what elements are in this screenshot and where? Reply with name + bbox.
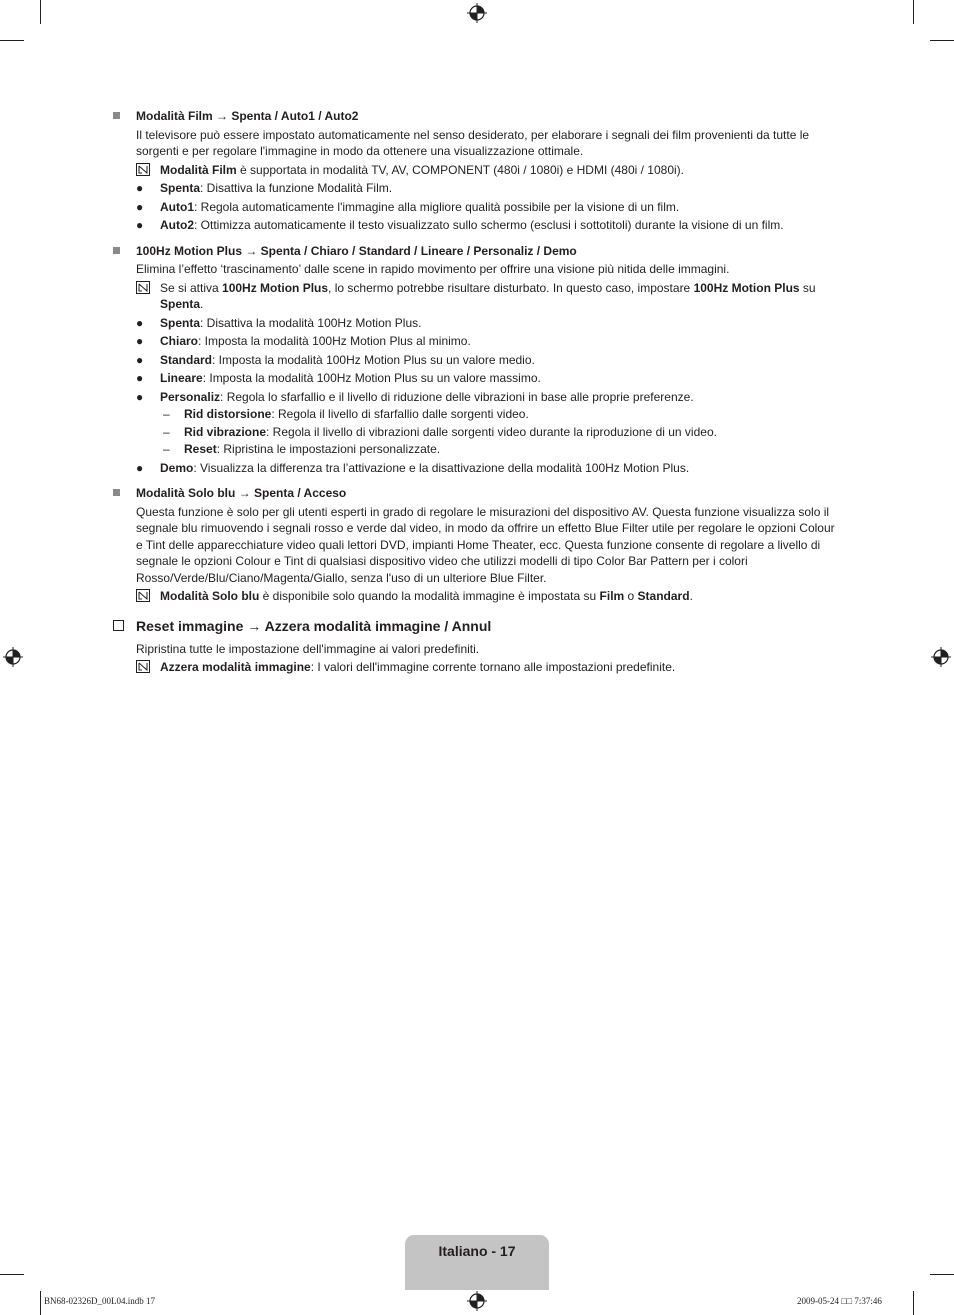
note: Se si attiva 100Hz Motion Plus, lo schermo potrebbe risultare disturbato. In questo caso, impostare 100Hz Motion Plus su Spenta. [136, 280, 838, 313]
section-description: Ripristina tutte le impostazione dell'immagine ai valori predefiniti. [136, 641, 480, 656]
crop-mark [930, 1274, 954, 1275]
section-title: Modalità Solo blu → Spenta / Acceso [136, 486, 347, 500]
print-slug-timestamp: 2009-05-24 □□ 7:37:46 [797, 1296, 882, 1306]
dash-icon: – [163, 442, 170, 456]
registration-mark-icon [931, 647, 951, 667]
crop-mark [0, 40, 24, 41]
section-description: Questa funzione è solo per gli utenti esperti in grado di regolare le misurazioni del dispositivo AV. Questa funzione visualizza solo il segnale blu rimuovendo i segnali rosso e verde dal video, in modo da offrire un effetto Blue Filter utile per regolare le opzioni Colour e Tint delle apparecchiature video quali lettori DVD, impianti Home Theater, ecc. Questa funzione consente di regolare a livello di segnale le opzioni Colour e Tint di qualsiasi dispositivo video che utilizzi modelli di tipo Color Bar Pattern per i colori Rosso/Verde/Blu/Ciano/Magenta/Giallo, senza l'uso di un ulteriore Blue Filter. [136, 504, 835, 585]
manual-content [113, 108, 838, 676]
sub-list-item: – Reset: Ripristina le impostazioni personalizzate. [163, 442, 441, 456]
list-item: ● Spenta: Disattiva la modalità 100Hz Motion Plus. [136, 315, 422, 330]
section-title: Reset immagine → Azzera modalità immagine / Annul [136, 617, 492, 634]
note-icon [136, 281, 151, 295]
section-reset-immagine [113, 617, 838, 676]
section-title: 100Hz Motion Plus → Spenta / Chiaro / Standard / Lineare / Personaliz / Demo [136, 243, 577, 258]
list-item: ● Spenta: Disattiva la funzione Modalità Film. [136, 181, 393, 195]
square-bullet-icon [113, 247, 120, 254]
bullet-icon: ● [136, 218, 144, 232]
square-bullet-icon [113, 489, 120, 496]
dash-icon: – [163, 407, 170, 421]
note-icon [136, 589, 151, 603]
print-slug-file: BN68-02326D_00L04.indb 17 [44, 1296, 155, 1306]
registration-mark-icon [467, 3, 487, 23]
section-100hz-motion-plus [113, 243, 838, 477]
bullet-icon: ● [136, 181, 144, 195]
square-bullet-icon [113, 112, 120, 119]
page-number: Italiano - 17 [438, 1243, 516, 1259]
list-item: ● Chiaro: Imposta la modalità 100Hz Motion Plus al minimo. [136, 334, 471, 348]
note: Modalità Film è supportata in modalità TV, AV, COMPONENT (480i / 1080i) e HDMI (480i / 1080i). [136, 162, 838, 179]
list-item: ● Personaliz: Regola lo sfarfallio e il livello di riduzione delle vibrazioni in base alle proprie preferenze. [136, 389, 694, 404]
bullet-icon: ● [136, 371, 144, 385]
page-number-tab [405, 1235, 549, 1290]
sub-list-item: – Rid vibrazione: Regola il livello di vibrazioni dalle sorgenti video durante la riproduzione di un video. [163, 424, 717, 439]
registration-mark-icon [3, 647, 23, 667]
crop-mark [40, 0, 41, 24]
section-title: Modalità Film → Spenta / Auto1 / Auto2 [136, 109, 359, 123]
bullet-icon: ● [136, 334, 144, 348]
bullet-icon: ● [136, 352, 144, 367]
bullet-icon: ● [136, 199, 144, 214]
bullet-icon: ● [136, 315, 144, 330]
bullet-icon: ● [136, 389, 144, 404]
section-modalita-solo-blu [113, 485, 838, 605]
crop-mark [0, 1274, 24, 1275]
note-icon [136, 660, 151, 674]
note-icon [136, 163, 151, 177]
crop-mark [913, 0, 914, 24]
section-modalita-film [113, 108, 838, 234]
checkbox-square-icon [113, 620, 124, 631]
crop-mark [930, 40, 954, 41]
note: Azzera modalità immagine: I valori dell'immagine corrente tornano alle impostazioni predefinite. [136, 659, 838, 676]
note: Modalità Solo blu è disponibile solo quando la modalità immagine è impostata su Film o Standard. [136, 588, 838, 605]
list-item: ● Demo: Visualizza la differenza tra l’attivazione e la disattivazione della modalità 100Hz Motion Plus. [136, 460, 690, 475]
list-item: ● Standard: Imposta la modalità 100Hz Motion Plus su un valore medio. [136, 352, 535, 367]
list-item: ● Auto2: Ottimizza automaticamente il testo visualizzato sullo schermo (esclusi i sottotitoli) durante la visione di un film. [136, 218, 784, 232]
sub-list-item: – Rid distorsione: Regola il livello di sfarfallio dalle sorgenti video. [163, 407, 529, 421]
section-description: Il televisore può essere impostato automaticamente nel senso desiderato, per elaborare i segnali dei film provenienti da tutte le sorgenti e per regolare l'immagine in modo da ottenere una visualizzazione ottimale. [136, 127, 810, 158]
registration-mark-icon [467, 1291, 487, 1311]
crop-mark [913, 1291, 914, 1315]
crop-mark [40, 1291, 41, 1315]
section-description: Elimina l’effetto ‘trascinamento’ dalle scene in rapido movimento per offrire una visione più nitida delle immagini. [136, 262, 730, 276]
dash-icon: – [163, 424, 170, 439]
list-item: ● Lineare: Imposta la modalità 100Hz Motion Plus su un valore massimo. [136, 371, 541, 385]
list-item: ● Auto1: Regola automaticamente l'immagine alla migliore qualità possibile per la visione di un film. [136, 199, 680, 214]
bullet-icon: ● [136, 460, 144, 475]
